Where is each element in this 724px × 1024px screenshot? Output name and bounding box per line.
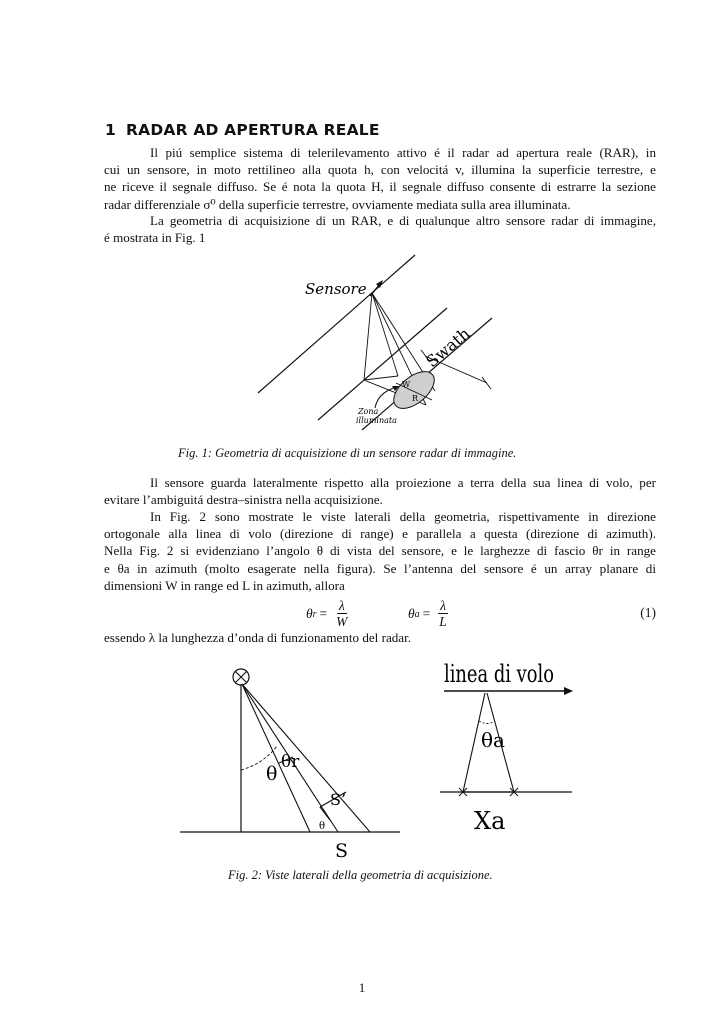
label-theta-small: θ — [319, 821, 326, 832]
section-heading: RADAR AD APERTURA REALE — [126, 121, 380, 139]
equation-theta-a: θ a = $\frac{\lambda}{L}$ — [408, 598, 447, 629]
label-sensore: Sensore — [305, 280, 367, 298]
eq-fraction — [334, 598, 349, 630]
text-line: evitare l’ambiguitá destra–sinistra nella acquisizione. — [104, 492, 383, 508]
beam-edge — [372, 293, 398, 376]
s-prime-line — [320, 807, 330, 820]
nadir-line — [364, 293, 372, 380]
equation-number: (1) — [640, 605, 656, 620]
eq-fraction — [437, 598, 449, 630]
swath-tick — [482, 377, 491, 389]
text-line: Il sensore guarda lateralmente rispetto alla proiezione a terra della sua linea di volo, per — [150, 475, 656, 490]
eq-numerator: λ — [338, 598, 345, 613]
figure-1-acquisition-geometry — [250, 250, 510, 435]
label-theta-r: θr — [281, 752, 300, 772]
label-zona: Zona — [358, 407, 379, 416]
text-line: radar differenziale σ⁰ della superficie terrestre, ovviamente mediata sulla area illuminata. — [104, 196, 571, 212]
arrow-head-icon — [564, 687, 573, 695]
label-illuminata: illuminata — [356, 416, 397, 425]
label-s-prime: S’ — [330, 790, 347, 809]
label-theta-a: θa — [481, 728, 505, 752]
figure-1-caption: Fig. 1: Geometria di acquisizione di un sensore radar di immagine. — [178, 446, 517, 460]
text-line: e θa in azimuth (molto esagerate nella figura). Se l’antenna del sensore é un array planare di — [104, 560, 656, 576]
text-line: In Fig. 2 sono mostrate le viste laterali della geometria, rispettivamente in direzione — [150, 509, 656, 524]
label-x-a: Xa — [474, 807, 506, 835]
figure-2-range-view — [180, 660, 400, 865]
theta-a-arc — [479, 721, 495, 724]
eq-numerator: λ — [440, 598, 446, 613]
section-title — [105, 121, 380, 139]
equation-1 — [104, 594, 656, 634]
text-line: ortogonale alla linea di volo (direzione di range) e parallela a questa (direzione di azimuth). — [104, 526, 656, 542]
label-w: W — [402, 380, 411, 389]
label-r: R — [412, 394, 419, 403]
text-line: essendo λ la lunghezza d’onda di funzionamento del radar. — [104, 630, 412, 645]
eq-denominator: W — [336, 614, 348, 629]
paragraph-3 — [104, 474, 656, 508]
beam-near-edge — [242, 684, 310, 832]
text-line: La geometria di acquisizione di un RAR, e di qualunque altro sensore radar di immagine, — [150, 213, 656, 228]
beam-far-edge — [242, 684, 370, 832]
text-line: é mostrata in Fig. 1 — [104, 230, 206, 246]
label-linea-di-volo: linea di volo — [444, 660, 554, 688]
text-line: Il piú semplice sistema di telerilevamento attivo é il radar ad apertura reale (RAR), in — [150, 145, 656, 160]
paragraph-5 — [104, 629, 656, 646]
figure-2-azimuth-view — [430, 655, 575, 840]
eq-sub: r — [312, 608, 317, 620]
paragraph-2 — [104, 212, 656, 246]
eq-lhs: θ — [306, 606, 313, 621]
text-line: dimensioni W in range ed L in azimuth, allora — [104, 577, 345, 593]
page-number: 1 — [358, 980, 366, 995]
eq-lhs: θ — [408, 606, 415, 621]
section-number: 1 — [105, 121, 116, 139]
figure-2-caption: Fig. 2: Viste laterali della geometria di acquisizione. — [228, 868, 493, 882]
eq-sub: a — [414, 608, 420, 620]
paragraph-4 — [104, 508, 656, 594]
ground-track — [364, 376, 398, 380]
eq-denominator: L — [439, 614, 447, 629]
label-swath: Swath — [422, 323, 474, 372]
text-line: Nella Fig. 2 si evidenziano l’angolo θ di vista del sensore, e le larghezze di fascio θr in range — [104, 543, 656, 559]
label-theta: θ — [266, 763, 278, 785]
text-line: cui un sensore, in moto rettilineo alla quota h, con velocitá v, illumina la superficie terrestre, e — [104, 162, 656, 178]
paragraph-1 — [104, 144, 656, 213]
equation-theta-r: θ r = $\frac{\lambda}{W}$ — [306, 598, 348, 629]
text-line: ne riceve il segnale diffuso. Se é nota la quota H, il segnale diffuso consente di estrarre la sezione — [104, 179, 656, 195]
label-s: S — [335, 840, 349, 862]
